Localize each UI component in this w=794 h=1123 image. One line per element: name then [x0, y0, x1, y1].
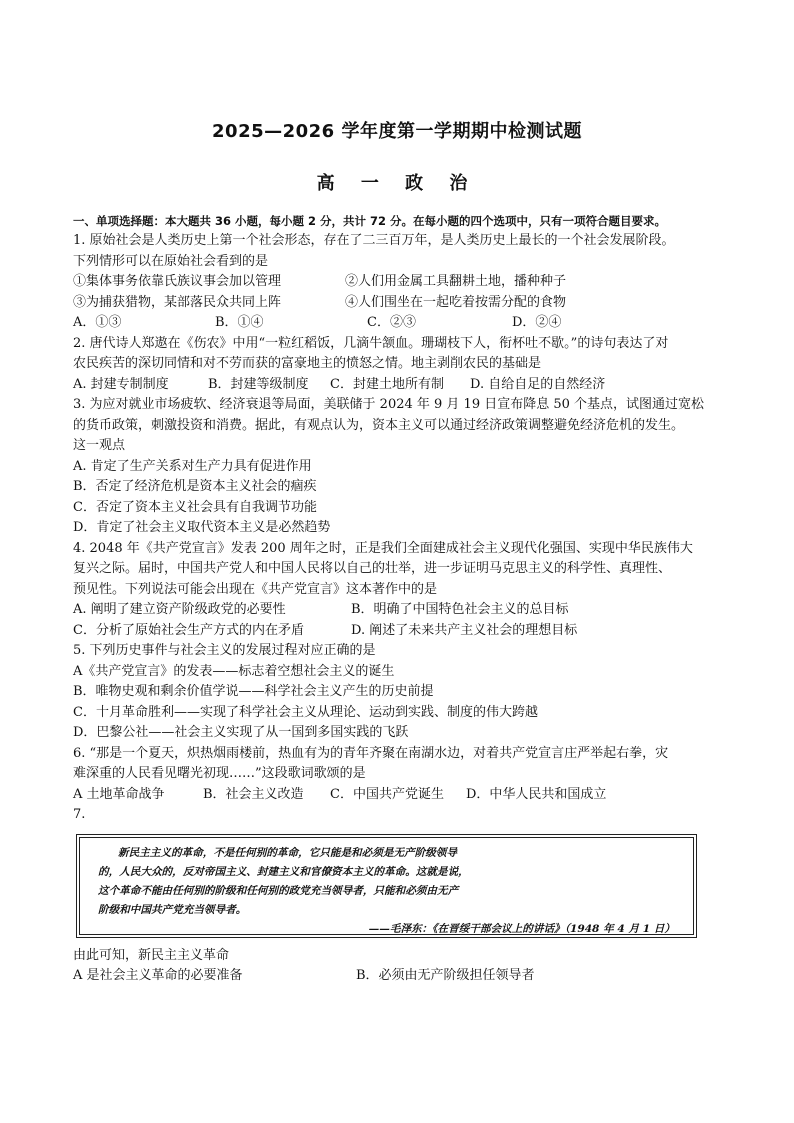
option-d: D. 自给自足的自然经济: [470, 376, 606, 392]
statement-row: [73, 272, 728, 293]
exam-subject: 高 一 政 治: [316, 173, 478, 194]
question-4: [73, 539, 728, 642]
question-stem-line: 下列情形可以在原始社会看到的是: [73, 253, 269, 269]
option-c: C．封建土地所有制: [330, 376, 444, 392]
option-b: B．否定了经济危机是资本主义社会的痼疾: [73, 479, 317, 494]
question-stem-line: 3. 为应对就业市场疲软、经济衰退等局面，美联储于 2024 年 9 月 19 日宣布降息 50 个基点，试图通过宽松: [73, 397, 705, 412]
question-stem-line: 农民疾苦的深切同情和对不劳而获的富豪地主的愤怒之情。地主剥削农民的基础是: [73, 356, 542, 371]
options-row: [73, 785, 728, 806]
statement-3: ③为捕获猎物，某部落民众共同上阵: [73, 294, 282, 310]
option-c: C．十月革命胜利——实现了科学社会主义从理论、运动到实践、制度的伟大跨越: [73, 704, 538, 720]
option-b: B．唯物史观和剩余价值学说——科学社会主义产生的历史前提: [73, 684, 434, 699]
question-7: [73, 805, 728, 987]
question-1: [73, 231, 728, 334]
question-stem-line: 5. 下列历史事件与社会主义的发展过程对应正确的是: [73, 643, 376, 658]
option-d: D. 阐述了未来共产主义社会的理想目标: [351, 622, 578, 638]
question-stem-line: 1. 原始社会是人类历史上第一个社会形态，存在了二三百万年，是人类历史上最长的一个社会发展阶段。: [73, 233, 675, 248]
quote-source: ——毛泽东：《在晋绥干部会议上的讲话》（1948 年 4 月 1 日）: [368, 922, 675, 935]
option-a: A. 封建专制制度: [73, 376, 169, 392]
question-stem-line: 的货币政策，刺激投资和消费。据此，有观点认为，资本主义可以通过经济政策调整避免经济危机的发生。: [73, 417, 685, 433]
statement-1: ①集体事务依靠氏族议事会加以管理: [73, 274, 282, 289]
option-c: C．②③: [367, 315, 416, 330]
option-c: C．否定了资本主义社会具有自我调节功能: [73, 499, 317, 515]
quote-line: 的，人民大众的，反对帝国主义、封建主义和官僚资本主义的革命。这就是说，: [98, 865, 469, 878]
option-c: C．分析了原始社会生产方式的内在矛盾: [73, 622, 304, 638]
section-instructions: 一、单项选择题：本大题共 36 小题，每小题 2 分，共计 72 分。在每小题的四个选项中，只有一项符合题目要求。: [73, 214, 667, 228]
quote-line: 这个革命不能由任何别的阶级和任何别的政党充当领导者，只能和必须由无产: [98, 884, 459, 897]
statement-row: [73, 293, 728, 314]
options-row: [73, 313, 728, 334]
options-row: [73, 621, 728, 642]
question-3: [73, 395, 728, 539]
exam-title: 2025—2026 学年度第一学期期中检测试题: [212, 121, 582, 142]
option-d: D．中华人民共和国成立: [466, 786, 607, 802]
question-stem-line: 预见性。下列说法可能会出现在《共产党宣言》这本著作中的是: [73, 581, 438, 597]
question-stem-line: 4. 2048 年《共产党宣言》发表 200 周年之时，正是我们全面建成社会主义现代化强国、实现中华民族伟大: [73, 540, 693, 556]
option-a: A 是社会主义革命的必要准备: [73, 968, 243, 983]
question-stem-line: 难深重的人民看见曙光初现……”这段歌词歌颂的是: [73, 766, 366, 781]
option-a: A. 阐明了建立资产阶级政党的必要性: [73, 602, 286, 617]
question-stem-line: 6. “那是一个夏天，炽热烟雨楼前，热血有为的青年齐聚在南湖水边，对着共产党宣言庄严举起右拳，灾: [73, 745, 669, 761]
option-b: B．封建等级制度: [208, 376, 309, 392]
question-stem-line: 复兴之际。届时，中国共产党人和中国人民将以自己的壮举，进一步证明马克思主义的科学性、真理性、: [73, 561, 672, 576]
option-d: D．②④: [512, 315, 562, 330]
statement-4: ④人们围坐在一起吃着按需分配的食物: [345, 294, 567, 310]
options-row: [73, 966, 728, 987]
question-stem-line: 由此可知，新民主主义革命: [73, 947, 230, 963]
option-b: B．社会主义改造: [203, 786, 304, 802]
option-a: A. 肯定了生产关系对生产力具有促进作用: [73, 458, 312, 474]
quote-line: 新民主主义的革命，不是任何别的革命，它只能是和必须是无产阶级领导: [118, 846, 457, 859]
question-stem-line: 2. 唐代诗人郑遨在《伤农》中用“一粒红稻饭，几滴牛颔血。珊瑚枝下人，衔杯吐不歇。”的诗句表达了对: [73, 335, 669, 351]
question-number: 7.: [73, 807, 86, 822]
option-d: D．巴黎公社——社会主义实现了从一国到多国实践的飞跃: [73, 725, 409, 740]
quote-line: 阶级和中国共产党充当领导者。: [98, 903, 247, 916]
options-row: [73, 600, 728, 621]
question-6: [73, 744, 728, 806]
question-stem-line: 这一观点: [73, 438, 126, 453]
option-c: C．中国共产党诞生: [330, 786, 444, 802]
quote-box: [79, 837, 694, 935]
option-a: A 土地革命战争: [73, 786, 165, 802]
option-b: B．①④: [215, 315, 264, 330]
options-row: [73, 375, 728, 396]
option-b: B．明确了中国特色社会主义的总目标: [351, 602, 569, 617]
question-5: [73, 641, 728, 744]
option-d: D．肯定了社会主义取代资本主义是必然趋势: [73, 520, 331, 535]
option-a: A《共产党宣言》的发表——标志着空想社会主义的诞生: [73, 663, 395, 679]
statement-2: ②人们用金属工具翻耕土地，播种种子: [345, 274, 567, 289]
option-a: A．①③: [73, 315, 122, 330]
option-b: B．必须由无产阶级担任领导者: [356, 968, 535, 983]
exam-content: [73, 211, 728, 987]
question-2: [73, 334, 728, 396]
